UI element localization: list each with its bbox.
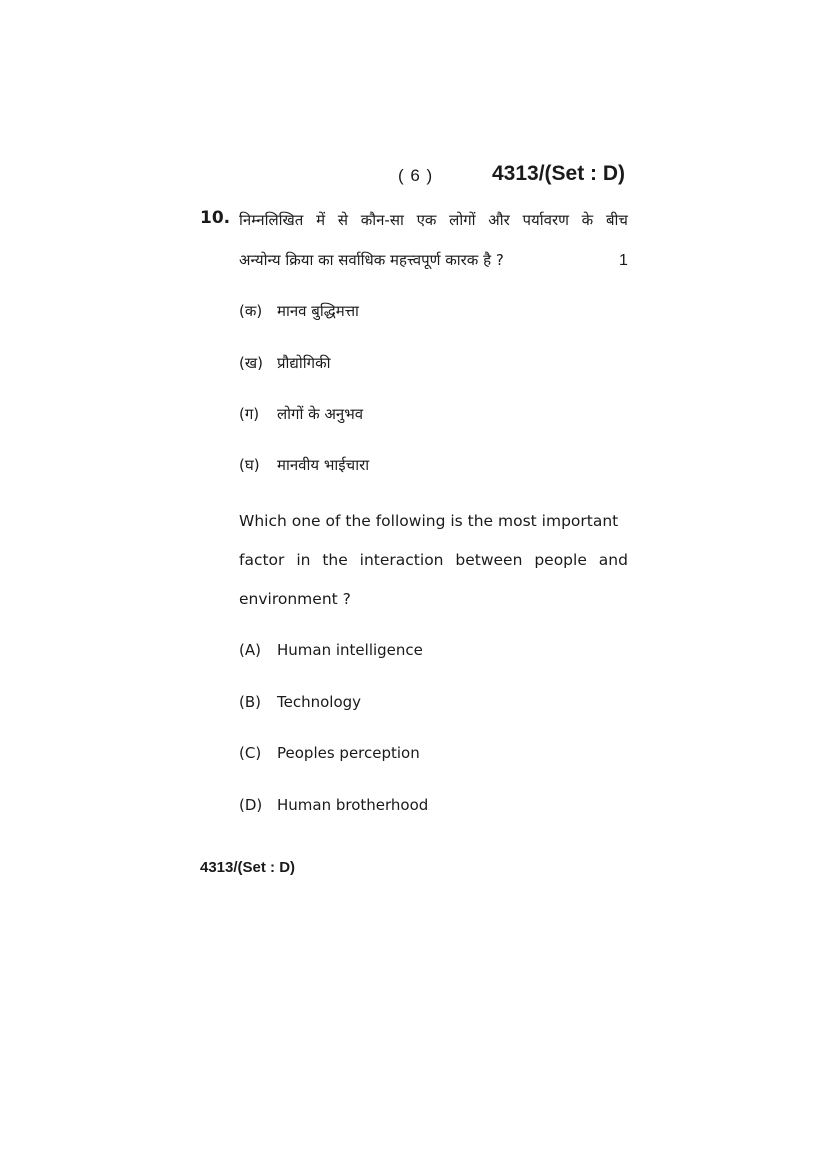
option-label: (ग) — [239, 405, 260, 423]
paper-code-header: 4313/(Set : D) — [492, 162, 626, 185]
option-text: Human intelligence — [277, 641, 423, 659]
english-question-line-1: Which one of the following is the most important — [239, 512, 619, 530]
english-word: and — [598, 551, 628, 569]
english-option-c — [239, 744, 420, 762]
english-word: interaction — [359, 551, 444, 569]
option-text: मानवीय भाईचारा — [277, 456, 370, 474]
hindi-word: कौन-सा — [360, 211, 404, 229]
option-label: (घ) — [239, 456, 260, 474]
hindi-option-gha — [239, 455, 369, 475]
hindi-word: के — [581, 211, 594, 229]
paper-code-footer: 4313/(Set : D) — [200, 859, 296, 876]
english-question-line-2 — [239, 551, 628, 569]
english-option-b — [239, 693, 361, 711]
hindi-word: लोगों — [449, 211, 476, 229]
option-label: (B) — [239, 693, 261, 711]
hindi-word: और — [488, 211, 510, 229]
hindi-word: पर्यावरण — [522, 211, 569, 229]
option-text: Peoples perception — [277, 744, 420, 762]
option-text: Human brotherhood — [277, 796, 429, 814]
english-word: the — [322, 551, 348, 569]
option-label: (A) — [239, 641, 261, 659]
option-text: लोगों के अनुभव — [277, 405, 364, 423]
option-label: (ख) — [239, 354, 263, 372]
hindi-word: बीच — [605, 211, 628, 229]
hindi-option-ga — [239, 404, 363, 424]
option-text: Technology — [277, 693, 362, 711]
option-text: प्रौद्योगिकी — [277, 354, 331, 372]
page-number: ( 6 ) — [398, 166, 434, 185]
option-label: (D) — [239, 796, 263, 814]
question-marks: 1 — [619, 252, 628, 269]
hindi-word: में — [316, 211, 326, 229]
question-number: 10. — [200, 208, 231, 228]
hindi-question-line-2: अन्योन्य क्रिया का सर्वाधिक महत्त्वपूर्ण कारक है ? — [239, 251, 504, 269]
english-word: between — [455, 551, 523, 569]
hindi-option-ka — [239, 301, 359, 321]
english-option-d — [239, 796, 428, 814]
english-option-a — [239, 641, 423, 659]
hindi-word: से — [337, 211, 348, 229]
english-question-line-3: environment ? — [239, 590, 351, 608]
hindi-question-line-1 — [239, 210, 628, 230]
hindi-option-kha — [239, 353, 331, 373]
hindi-word: एक — [416, 211, 437, 229]
option-label: (C) — [239, 744, 262, 762]
option-text: मानव बुद्धिमत्ता — [277, 302, 359, 320]
option-label: (क) — [239, 302, 263, 320]
english-word: in — [296, 551, 311, 569]
hindi-word: निम्नलिखित — [239, 211, 304, 229]
english-word: people — [534, 551, 587, 569]
english-word: factor — [239, 551, 285, 569]
